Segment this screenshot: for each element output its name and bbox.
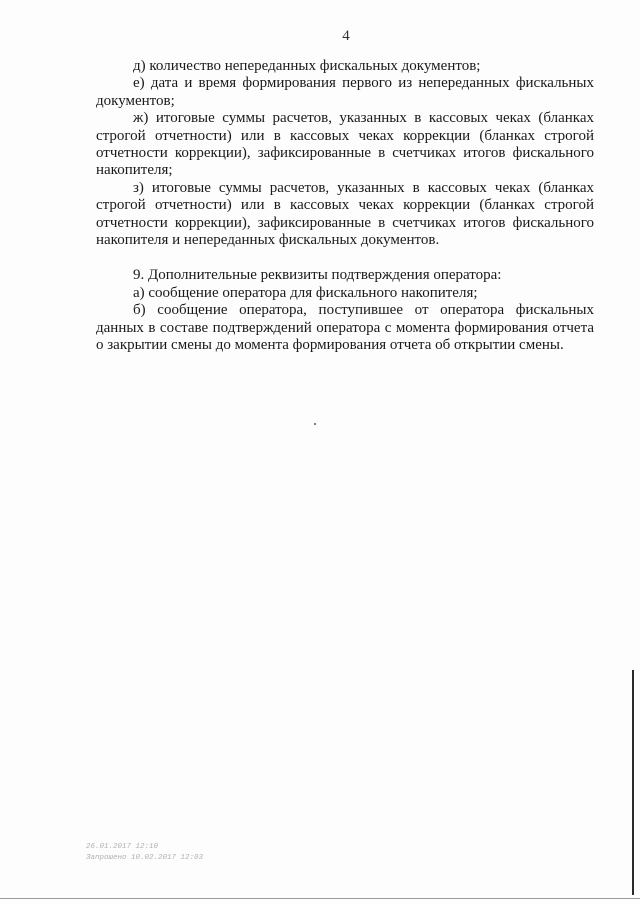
list-item-b: б) сообщение оператора, поступившее от оператора фискальных данных в составе подтверждений оператора с момента формирования отчета о закрытии смены до момента формирования отчета об открытии смены. — [96, 302, 594, 354]
list-item-z: з) итоговые суммы расчетов, указанных в кассовых чеках (бланках строгой отчетности) или в кассовых чеках коррекции (бланках строгой отчетности коррекции), зафиксированные в счетчиках итогов фискального накопителя и непереданных фискальных документов. — [96, 179, 594, 249]
scan-edge-bottom — [0, 898, 640, 899]
footer-stamp-line1: 26.01.2017 12:10 — [86, 843, 159, 851]
scan-speck — [314, 423, 316, 425]
list-item-d: д) количество непереданных фискальных документов; — [133, 58, 481, 74]
footer-stamp — [86, 842, 286, 864]
section-heading-9: 9. Дополнительные реквизиты подтверждения оператора: — [133, 267, 502, 284]
page-number: 4 — [342, 28, 350, 44]
footer-stamp-line2: Запрошено 10.02.2017 12:03 — [86, 854, 204, 862]
list-item-zh: ж) итоговые суммы расчетов, указанных в кассовых чеках (бланках строгой отчетности) или в кассовых чеках коррекции (бланках строгой отчетности коррекции), зафиксированные в счетчиках итогов фискального накопителя; — [96, 110, 594, 179]
scan-edge-right — [632, 670, 634, 895]
document-body — [96, 58, 594, 355]
list-item-e: е) дата и время формирования первого из непереданных фискальных документов; — [96, 75, 594, 109]
list-item-a: а) сообщение оператора для фискального накопителя; — [133, 284, 478, 301]
